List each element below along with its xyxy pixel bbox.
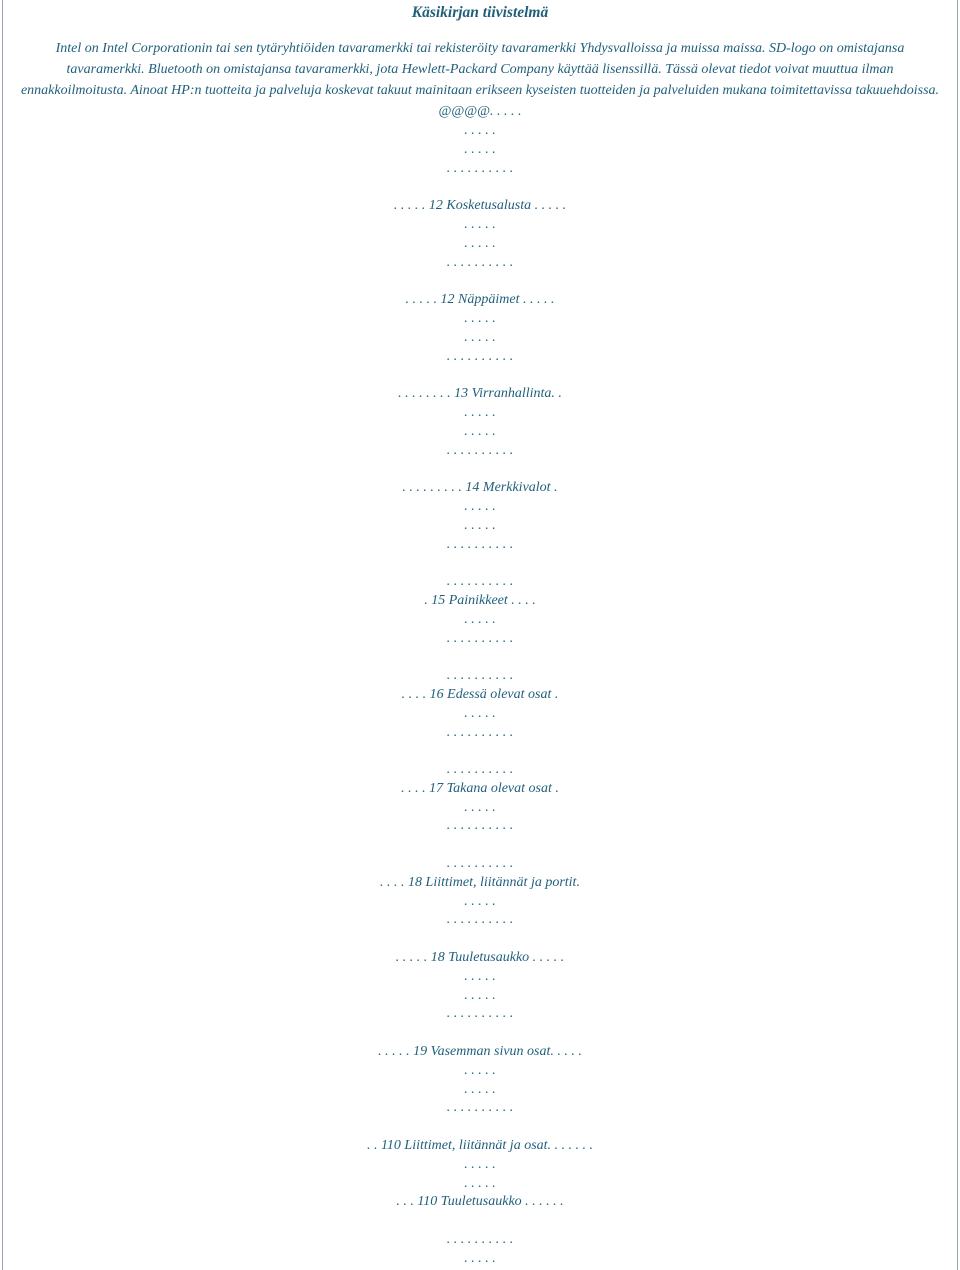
toc-line: . . . . . . . . . . [446, 630, 514, 646]
toc-line: . . . . . [464, 216, 496, 232]
toc-line: . . . . 17 Takana olevat osat . [401, 780, 559, 796]
toc-line: . . . . . [464, 423, 496, 439]
toc-line: . . . . . . . . . . [446, 536, 514, 552]
toc-line: . . 110 Liittimet, liitännät ja osat. . . . . . . [366, 1138, 594, 1154]
toc-line: . . . . . . . . 13 Virranhallinta. . [398, 386, 562, 402]
toc-line: . . . . . 18 Tuuletusaukko . . . . . [395, 950, 565, 966]
legal-notice: Intel on Intel Corporationin tai sen tytäryhtiöiden tavaramerkki tai rekisteröity tavaramerkki Yhdysvalloissa ja muissa maissa. SD-logo on omistajansa tavaramerkki. Bluetooth on omistajansa tavaramerkki, jota Hewlett-Packard Company käyttää lisenssillä. Tässä olevat tiedot voivat muuttua ilman ennakkoilmoitusta. Ainoat HP:n tuotteita ja palveluja koskevat takuut mainitaan erikseen kyseisten tuotteiden ja palveluiden mukana toimitettavissa takuuehdoissa. @@@@. . . . . [20, 41, 940, 119]
toc-line: . . . . 16 Edessä olevat osat . [401, 686, 559, 702]
toc-line: . . . . . . . . . . [446, 160, 514, 176]
toc-line: . . . . . [464, 611, 496, 627]
toc-line: . . . . . [464, 310, 496, 326]
toc-line: . . . . . [464, 799, 496, 815]
toc-line [10, 1024, 950, 1043]
toc-line [10, 1212, 950, 1231]
toc-line [10, 178, 950, 197]
toc-line: . . . . . . . . . 14 Merkkivalot . [402, 480, 558, 496]
page-border-right [957, 0, 958, 1270]
toc-line: . . . . . [464, 404, 496, 420]
toc-line: . . . . . [464, 968, 496, 984]
toc-line [10, 930, 950, 949]
toc-line: . . . . . 12 Kosketusalusta . . . . . [393, 198, 567, 214]
toc-line [10, 648, 950, 667]
toc-line: . . . . . . . . . . [446, 762, 514, 778]
toc-line: . . . . . . . . . . [446, 1232, 514, 1248]
toc-line: . . . . . [464, 1250, 496, 1266]
toc-line: . . . . . . . . . . [446, 348, 514, 364]
page-border-left [2, 0, 3, 1270]
toc-line [10, 272, 950, 291]
toc-line: . . . . . . . . . . [446, 856, 514, 872]
document-title: Käsikirjan tiivistelmä [411, 4, 549, 21]
toc-line: . . . . . [464, 1062, 496, 1078]
toc-line: . . . . . [464, 893, 496, 909]
toc-line [10, 742, 950, 761]
document-page [10, 0, 950, 1269]
toc-line: . . . . . . . . . . [446, 254, 514, 270]
toc-line: . . . . . . . . . . [446, 818, 514, 834]
toc-line: . . . . . . . . . . [446, 724, 514, 740]
toc-line: . . . . . [464, 705, 496, 721]
toc-line: . . . . . 19 Vasemman sivun osat. . . . . [378, 1044, 582, 1060]
toc-line: . . . . . . . . . . [446, 1100, 514, 1116]
toc-line [10, 1118, 950, 1137]
toc-line [10, 366, 950, 385]
toc-line: . . . . . . . . . . [446, 574, 514, 590]
toc-line: . . . . . 12 Näppäimet . . . . . [405, 292, 555, 308]
toc-line: . . . . . [464, 123, 496, 138]
table-of-contents [10, 122, 950, 1269]
toc-line: . . . . . [464, 141, 496, 157]
toc-line: . . . . . [464, 235, 496, 251]
toc-line: . . . . . [464, 517, 496, 533]
toc-line: . . . 110 Tuuletusaukko . . . . . . [396, 1194, 564, 1210]
toc-line [10, 460, 950, 479]
toc-line: . . . . . . . . . . [446, 1006, 514, 1022]
toc-line: . . . . 18 Liittimet, liitännät ja portit. [380, 874, 580, 890]
toc-line: . . . . . . . . . . [446, 912, 514, 928]
toc-line: . . . . . [464, 987, 496, 1003]
toc-line: . . . . . [464, 1081, 496, 1097]
toc-line [10, 554, 950, 573]
toc-line: . . . . . [464, 1156, 496, 1172]
toc-line: . 15 Painikkeet . . . . [424, 592, 536, 608]
toc-line [10, 836, 950, 855]
toc-line: . . . . . [464, 329, 496, 345]
toc-line: . . . . . [464, 1175, 496, 1191]
toc-line: . . . . . . . . . . [446, 668, 514, 684]
toc-line: . . . . . . . . . . [446, 442, 514, 458]
toc-line: . . . . . [464, 498, 496, 514]
